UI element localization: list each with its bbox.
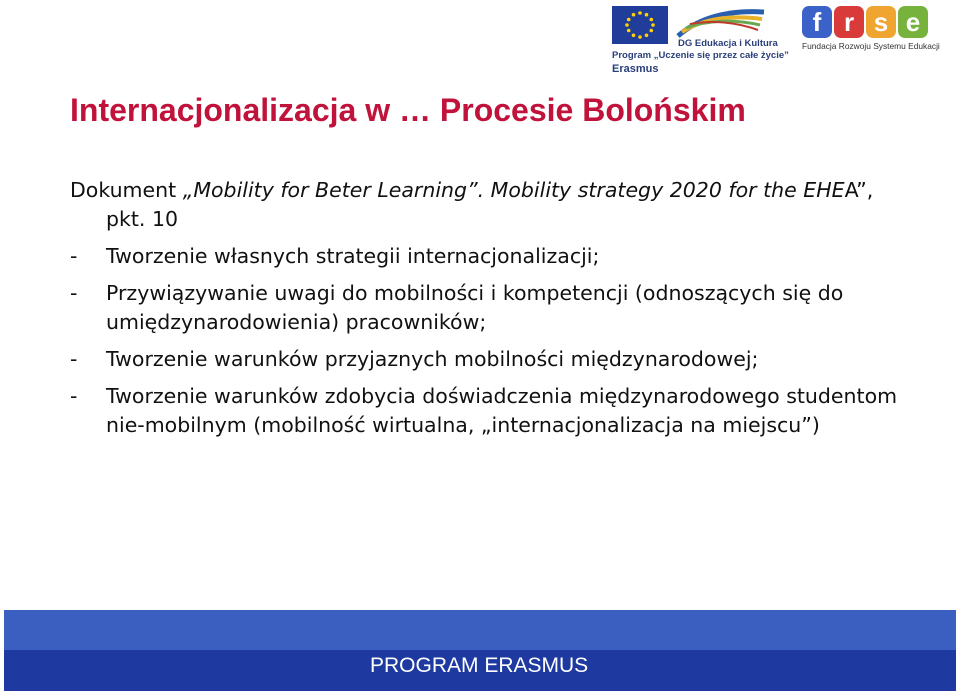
intro-after: A”, pkt. 10	[106, 178, 874, 231]
erasmus-logo-label: Erasmus	[612, 63, 659, 75]
list-item-text: Tworzenie własnych strategii internacjonalizacji;	[106, 244, 600, 268]
list-item-text: Tworzenie warunków zdobycia doświadczenia międzynarodowego studentom nie-mobilnym (mobilność wirtualna, „internacjonalizacja na miejscu”)	[106, 384, 898, 437]
list-item-text: Przywiązywanie uwagi do mobilności i kompetencji (odnoszących się do umiędzynarodowienia) pracowników;	[106, 281, 844, 334]
list-item-text: Tworzenie warunków przyjaznych mobilności międzynarodowej;	[106, 347, 759, 371]
list-dash: -	[70, 384, 78, 408]
list-item	[70, 279, 900, 337]
slide-title: Internacjonalizacja w … Procesie Bolońskim	[70, 92, 746, 128]
intro-italic: „Mobility for Beter Learning”. Mobility strategy 2020 for the EHE	[182, 178, 845, 202]
frse-letter-e: e	[898, 6, 928, 38]
intro-before: Dokument	[70, 178, 183, 202]
list-dash: -	[70, 281, 78, 305]
list-dash: -	[70, 244, 78, 268]
list-dash: -	[70, 347, 78, 371]
list-item	[70, 345, 900, 374]
frse-letter-r: r	[834, 6, 864, 38]
intro-paragraph	[70, 176, 900, 234]
frse-letter-f: f	[802, 6, 832, 38]
slide-body	[70, 176, 900, 448]
program-label: Program „Uczenie się przez całe życie”	[612, 50, 789, 61]
eu-flag-icon	[612, 6, 668, 44]
footer-text: PROGRAM ERASMUS	[370, 654, 589, 677]
frse-caption: Fundacja Rozwoju Systemu Edukacji	[802, 41, 940, 51]
dg-label: DG Edukacja i Kultura	[678, 38, 778, 49]
frse-letter-s: s	[866, 6, 896, 38]
lifelong-learning-swoosh-icon	[676, 6, 766, 40]
list-item	[70, 242, 900, 271]
frse-logo	[802, 6, 928, 38]
list-item	[70, 382, 900, 440]
